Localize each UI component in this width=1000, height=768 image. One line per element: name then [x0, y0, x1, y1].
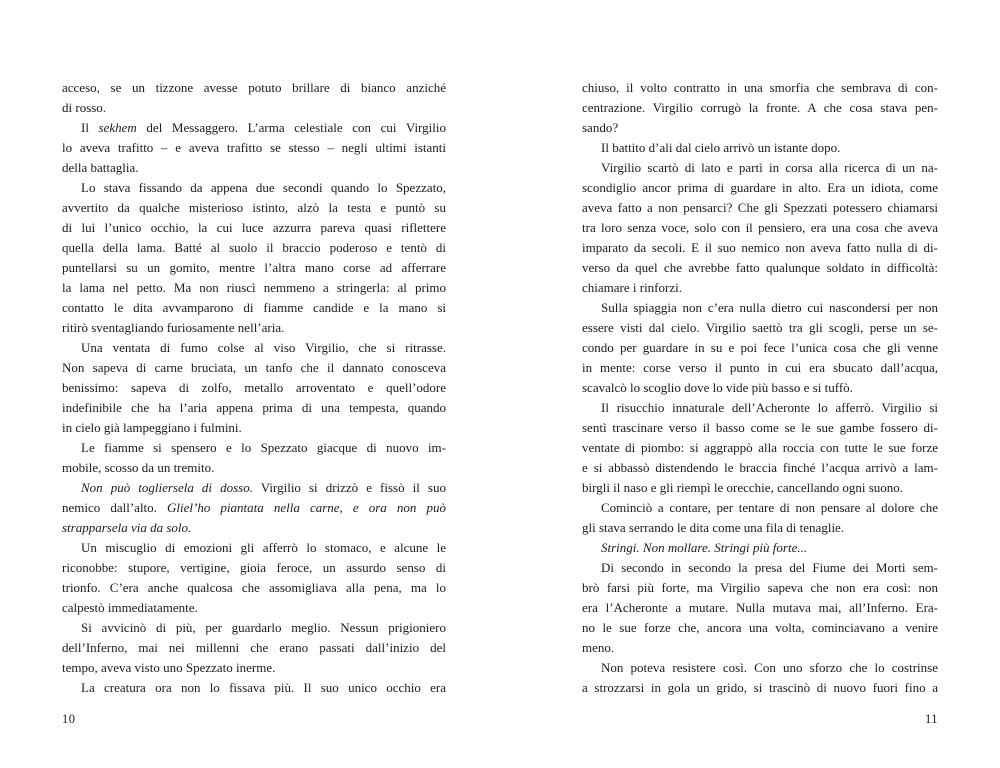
text-line [62, 358, 446, 378]
text-segment: a strozzarsi in gola un grido, si trascinò di nuovo fuori fino a [582, 680, 938, 695]
text-line [62, 498, 446, 518]
text-segment: no le sue forze che, ancora una volta, cominciavano a venire [582, 620, 938, 635]
text-segment: centrazione. Virgilio corrugò la fronte. A che cosa stava pen- [582, 100, 938, 115]
text-line [62, 518, 446, 538]
text-segment: avvertito da qualche misterioso istinto, alzò la testa e puntò su [62, 200, 446, 215]
text-line [62, 378, 446, 398]
text-segment-italic: strapparsela via da solo. [62, 520, 192, 535]
text-segment: Non poteva resistere così. Con uno sforzo che lo costrinse [601, 660, 938, 675]
page-left [62, 78, 446, 746]
text-line [582, 558, 938, 578]
text-segment: lo aveva trafitto – e aveva trafitto se stesso – negli ultimi istanti [62, 140, 446, 155]
page-number-right: 11 [924, 712, 938, 726]
text-segment: ventate di piombo: si aggrappò alla roccia con tutte le sue forze [582, 440, 938, 455]
text-line [582, 598, 938, 618]
text-line [582, 678, 938, 698]
text-line [62, 578, 446, 598]
text-segment: Il battito d’ali dal cielo arrivò un istante dopo. [601, 140, 841, 155]
text-line [582, 278, 938, 298]
text-line [62, 478, 446, 498]
text-segment: Una ventata di fumo colse al viso Virgilio, che si ritrasse. [81, 340, 446, 355]
text-segment-italic: Non può togliersela di dosso. [81, 480, 253, 495]
text-line [62, 438, 446, 458]
text-line [582, 358, 938, 378]
text-segment: Non sapeva di carne bruciata, un tanfo che il dannato conosceva [62, 360, 446, 375]
text-line [582, 138, 938, 158]
text-segment: scavalcò lo scoglio dove lo vide più basso e si tuffò. [582, 380, 853, 395]
text-line [582, 178, 938, 198]
text-segment: in cielo già lampeggiano i fulmini. [62, 420, 242, 435]
text-line [62, 598, 446, 618]
text-segment: La creatura ora non lo fissava più. Il suo unico occhio era [81, 680, 446, 695]
text-line [582, 378, 938, 398]
text-line [62, 238, 446, 258]
text-segment: Virgilio si drizzò e fissò il suo [252, 480, 446, 495]
text-line [582, 578, 938, 598]
text-line [62, 258, 446, 278]
text-segment: contatto le dita avvamparono di fiamme candide e la mano si [62, 300, 446, 315]
text-segment: chiamare i rinforzi. [582, 280, 682, 295]
text-segment: tra loro senza voce, solo con il pensiero, era una cosa che aveva [582, 220, 938, 235]
text-segment: benissimo: sapeva di zolfo, metallo arroventato e quell’odore [62, 380, 446, 395]
text-segment: la lama nel petto. Ma non riuscì nemmeno a stringerla: al primo [62, 280, 446, 295]
text-segment: aveva fatto a non pensarci? Che gli Spezzati potessero chiamarsi [582, 200, 938, 215]
text-line [582, 438, 938, 458]
text-line [62, 398, 446, 418]
text-line [62, 178, 446, 198]
text-segment: gli stava serrando le dita come una fila di tenaglie. [582, 520, 845, 535]
text-segment: era l’Acheronte a mutare. Nulla mutava mai, all’Inferno. Era- [582, 600, 938, 615]
text-line [62, 638, 446, 658]
text-line [582, 298, 938, 318]
text-line [62, 118, 446, 138]
text-line [582, 98, 938, 118]
text-segment: Cominciò a contare, per tentare di non pensare al dolore che [601, 500, 938, 515]
text-segment-italic: sekhem [98, 120, 137, 135]
text-segment: Si avvicinò di più, per guardarlo meglio. Nessun prigioniero [81, 620, 446, 635]
text-line [582, 398, 938, 418]
text-line [582, 458, 938, 478]
text-segment: di lui l’unico occhio, la cui luce azzurra pareva quasi riflettere [62, 220, 446, 235]
page-number-left: 10 [62, 712, 76, 726]
text-segment: sando? [582, 120, 619, 135]
text-segment: dell’Inferno, mai nei millenni che erano passati dall’inizio del [62, 640, 446, 655]
text-segment: brò farsi più forte, ma Virgilio sapeva che non era così: non [582, 580, 938, 595]
text-segment: calpestò immediatamente. [62, 600, 198, 615]
text-line [582, 498, 938, 518]
text-segment: trionfo. C’era anche qualcosa che assomigliava alla pena, ma lo [62, 580, 446, 595]
text-segment: Un miscuglio di emozioni gli afferrò lo stomaco, e alcune le [81, 540, 446, 555]
text-segment: verso da quel che avrebbe fatto qualunque soldato in difficoltà: [582, 260, 938, 275]
page-right [582, 78, 938, 746]
text-line [582, 78, 938, 98]
text-line [582, 198, 938, 218]
text-line [582, 638, 938, 658]
text-segment: meno. [582, 640, 615, 655]
text-segment: e si abbassò distendendo le braccia finché l’acqua arrivò a lam- [582, 460, 938, 475]
text-segment: sentì trascinare verso il basso come se le sue gambe fossero di- [582, 420, 938, 435]
text-line [62, 538, 446, 558]
text-segment: Le fiamme si spensero e lo Spezzato giacque di nuovo im- [81, 440, 446, 455]
text-segment: in mente: corse verso il punto in cui era sbucato dall’acqua, [582, 360, 938, 375]
text-line [582, 618, 938, 638]
text-line [62, 678, 446, 698]
text-segment: di rosso. [62, 100, 107, 115]
text-line [582, 538, 938, 558]
text-segment: scondiglio ancor prima di guardare in alto. Era un idiota, come [582, 180, 938, 195]
text-segment: riconobbe: stupore, vertigine, gioia feroce, un assurdo senso di [62, 560, 446, 575]
text-segment: Virgilio scartò di lato e partì in corsa alla ricerca di un na- [601, 160, 938, 175]
text-line [62, 298, 446, 318]
text-segment: chiuso, il volto contratto in una smorfia che sembrava di con- [582, 80, 938, 95]
text-line [582, 218, 938, 238]
text-line [582, 338, 938, 358]
text-segment: quella della lama. Batté al suolo il braccio poderoso e tentò di [62, 240, 446, 255]
text-line [62, 78, 446, 98]
text-segment: Lo stava fissando da appena due secondi quando lo Spezzato, [81, 180, 446, 195]
text-line [582, 478, 938, 498]
text-segment: del Messaggero. L’arma celestiale con cui Virgilio [136, 120, 446, 135]
text-segment: birgli il naso e gli riempì le orecchie, cancellando ogni suono. [582, 480, 904, 495]
text-segment: mobile, scosso da un tremito. [62, 460, 215, 475]
text-line [62, 318, 446, 338]
text-line [62, 138, 446, 158]
text-segment: tempo, aveva visto uno Spezzato inerme. [62, 660, 276, 675]
text-segment-italic: Gliel’ho piantata nella carne, e ora non può [167, 500, 446, 515]
page-right-text-block [582, 78, 938, 698]
text-line [62, 618, 446, 638]
text-segment: Il risucchio innaturale dell’Acheronte lo afferrò. Virgilio si [601, 400, 938, 415]
text-line [62, 158, 446, 178]
text-line [582, 418, 938, 438]
text-segment: ritirò sventagliando furiosamente nell’aria. [62, 320, 285, 335]
text-line [582, 158, 938, 178]
text-segment: della battaglia. [62, 160, 139, 175]
text-segment: acceso, se un tizzone avesse potuto brillare di bianco anziché [62, 80, 446, 95]
text-line [62, 218, 446, 238]
text-line [62, 198, 446, 218]
text-line [582, 258, 938, 278]
text-segment: imparato da secoli. E il suo nemico non aveva fatto nulla di di- [582, 240, 938, 255]
text-line [62, 98, 446, 118]
text-line [582, 518, 938, 538]
text-line [582, 238, 938, 258]
text-line [62, 338, 446, 358]
text-line [582, 658, 938, 678]
text-line [62, 458, 446, 478]
text-segment: condo per guardare in su e poi fece l’unica cosa che gli venne [582, 340, 938, 355]
text-segment-italic: Stringi. Non mollare. Stringi più forte... [601, 540, 808, 555]
text-segment: essere visti dal cielo. Virgilio saettò tra gli scogli, perse un se- [582, 320, 938, 335]
page-left-text-block [62, 78, 446, 698]
text-segment: Sulla spiaggia non c’era nulla dietro cui nascondersi per non [601, 300, 938, 315]
text-line [62, 658, 446, 678]
text-line [582, 318, 938, 338]
text-segment: Il [81, 120, 99, 135]
text-segment: Di secondo in secondo la presa del Fiume dei Morti sem- [601, 560, 938, 575]
text-line [62, 278, 446, 298]
text-line [62, 558, 446, 578]
text-line [582, 118, 938, 138]
text-segment: nemico dall’alto. [62, 500, 168, 515]
text-segment: puntellarsi su un gomito, mentre l’altra mano corse ad afferrare [62, 260, 446, 275]
text-line [62, 418, 446, 438]
text-segment: indefinibile che ha l’aria appena prima di una tempesta, quando [62, 400, 446, 415]
